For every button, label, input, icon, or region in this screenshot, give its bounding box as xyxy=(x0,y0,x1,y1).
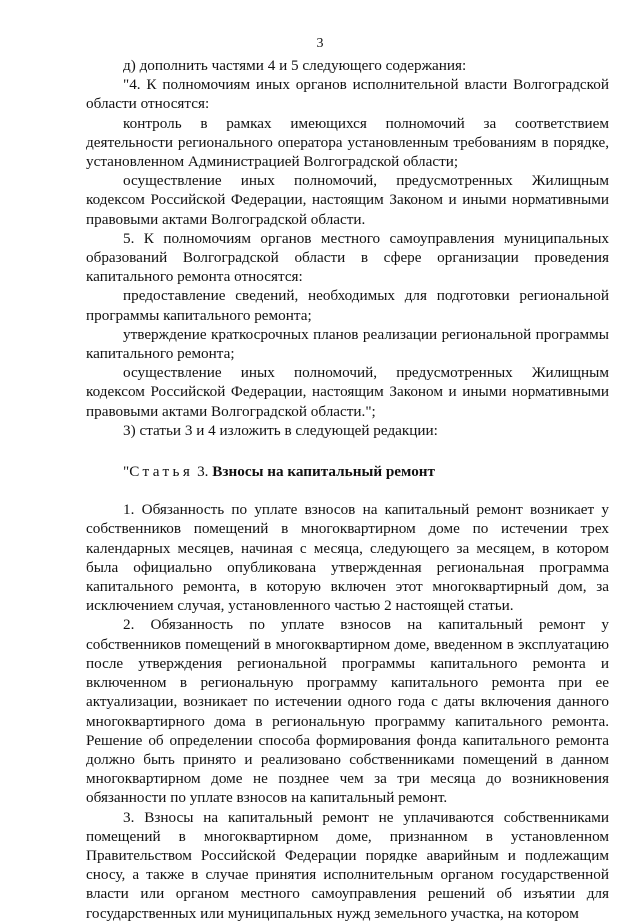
paragraph: 1. Обязанность по уплате взносов на капитальный ремонт возникает у собственников помещений в многоквартирном доме по истечении трех календарных месяцев, начиная с месяца, следующего за месяцем, в котором была официально опубликована утвержденная региональная программа капитального ремонта, в которую включен этот многоквартирный дом, за исключением случая, установленного частью 2 настоящей статьи. xyxy=(86,501,609,615)
paragraph: 3. Взносы на капитальный ремонт не уплачиваются собственниками помещений в многоквартирном доме, признанном в установленном Правительством Российской Федерации порядке аварийным и подлежащим сносу, а также в случае принятия исполнительным органом государственной власти или органом местного самоуправления решений об изъятии для государственных или муниципальных нужд земельного участка, на котором xyxy=(86,808,609,922)
paragraph: утверждение краткосрочных планов реализации региональной программы капитального ремонта; xyxy=(86,325,609,363)
paragraph: д) дополнить частями 4 и 5 следующего содержания: xyxy=(123,57,467,74)
document-body xyxy=(86,56,609,923)
paragraph: контроль в рамках имеющихся полномочий за соответствием деятельности регионального оператора установленным требованиям в порядке, установленном Администрацией Волгоградской области; xyxy=(86,114,609,171)
article-title: Взносы на капитальный ремонт xyxy=(212,463,435,481)
paragraph: предоставление сведений, необходимых для подготовки региональной программы капитального ремонта; xyxy=(86,287,609,324)
paragraph: 5. К полномочиям органов местного самоуправления муниципальных образований Волгоградской области в сфере организации проведения капитального ремонта относятся: xyxy=(86,229,609,286)
paragraph: осуществление иных полномочий, предусмотренных Жилищным кодексом Российской Федерации, настоящим Законом и иными нормативными правовыми актами Волгоградской области. xyxy=(86,172,609,228)
article-quote: " xyxy=(123,463,130,481)
article-heading xyxy=(86,462,609,481)
article-label: Статья xyxy=(129,463,194,481)
article-number: 3. xyxy=(193,463,213,481)
page-number: 3 xyxy=(316,36,324,51)
paragraph: "4. К полномочиям иных органов исполнительной власти Волгоградской области относятся: xyxy=(86,76,609,113)
paragraph: осуществление иных полномочий, предусмотренных Жилищным кодексом Российской Федерации, настоящим Законом и иными нормативными правовыми актами Волгоградской области."; xyxy=(86,364,609,420)
paragraph: 2. Обязанность по уплате взносов на капитальный ремонт у собственников помещений в многоквартирном доме, введенном в эксплуатацию после утверждения региональной программы капитального ремонта и включенном в региональную программу капитального ремонта при ее актуализации, возникает по истечении одного года с даты включения данного многоквартирного дома в региональную программу капитального ремонта. Решение об определении способа формирования фонда капитального ремонта должно быть принято и реализовано собственниками помещений в данном многоквартирном доме не позднее чем за три месяца до возникновения обязанности по уплате взносов на капитальный ремонт. xyxy=(86,616,609,807)
paragraph: 3) статьи 3 и 4 изложить в следующей редакции: xyxy=(123,421,438,439)
